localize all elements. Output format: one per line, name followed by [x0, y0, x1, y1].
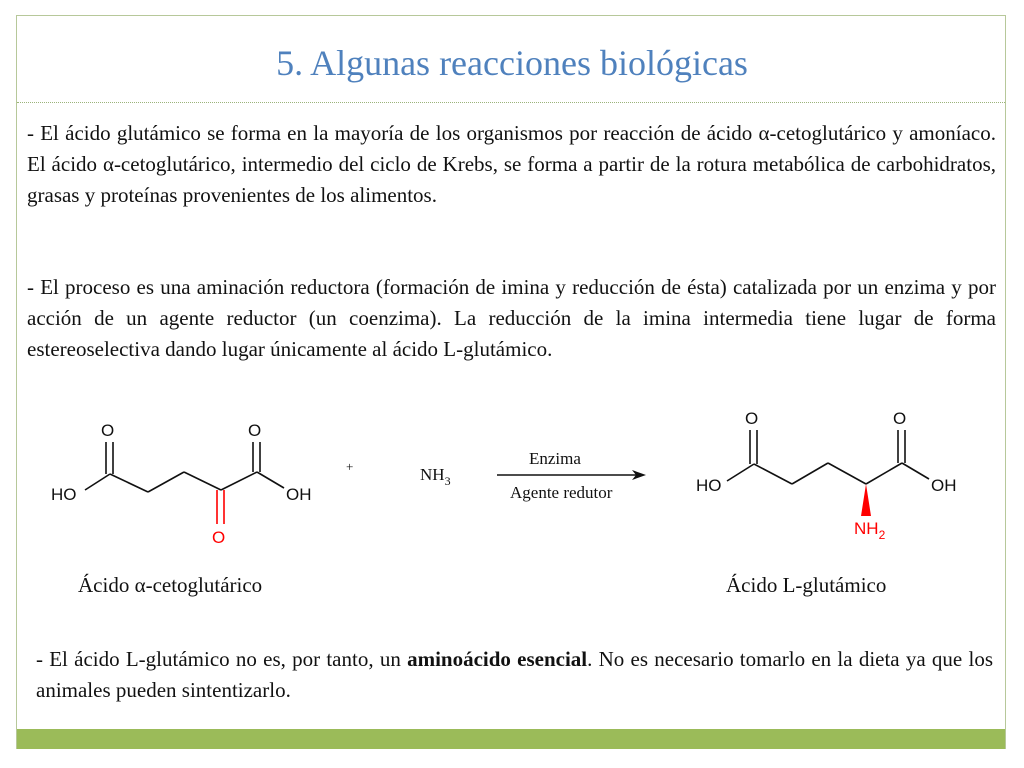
- atom-oxygen: O: [248, 421, 262, 440]
- plus-sign: +: [346, 459, 354, 474]
- amine-group: $NH_2$: [854, 519, 886, 542]
- paragraph-formation: - El ácido glutámico se forma en la mayoría de los organismos por reacción de ácido α-cetoglutárico y amoníaco. El ácido α-cetoglutárico, intermedio del ciclo de Krebs, se forma a partir de la rotura metabólica de carbohidratos, grasas y proteínas provenientes de los alimentos.: [27, 121, 996, 207]
- paragraph-text-end: . No es necesario tomarlo en la dieta ya que los animales pueden sintentizarlo.: [36, 647, 993, 702]
- slide-title: 5. Algunas reacciones biológicas: [276, 43, 748, 83]
- atom-hydroxyl-right: OH: [286, 485, 312, 504]
- l-glutamic-acid-structure: [727, 430, 929, 484]
- essential-amino-acid-term: aminoácido esencial: [407, 647, 588, 671]
- ammonia-formula: $NH_3$: [420, 465, 451, 488]
- stereo-wedge-bond: [861, 484, 871, 516]
- atom-hydroxyl-left: HO: [696, 476, 722, 495]
- atom-keto-oxygen: O: [212, 528, 226, 547]
- footer-bar: [17, 729, 1005, 749]
- atom-hydroxyl-right: OH: [931, 476, 957, 495]
- reaction-scheme: [0, 400, 1024, 560]
- atom-hydroxyl-left: HO: [51, 485, 77, 504]
- title-divider: [17, 102, 1005, 103]
- arrow-label-enzyme: Enzima: [529, 449, 581, 468]
- reaction-arrow: [497, 470, 646, 480]
- alpha-ketoglutaric-acid-structure: [85, 442, 284, 524]
- paragraph-essential-amino-acid: [36, 644, 993, 706]
- caption-alpha-ketoglutaric-acid: Ácido α-cetoglutárico: [78, 573, 263, 597]
- paragraph-reductive-amination: - El proceso es una aminación reductora (formación de imina y reducción de ésta) catalizada por un enzima y por acción de un agente reductor (un coenzima). La reducción de la imina intermedia tiene lugar de forma estereoselectiva dando lugar únicamente al ácido L-glutámico.: [27, 275, 996, 361]
- arrow-label-reducing-agent: Agente redutor: [510, 483, 613, 502]
- atom-oxygen: O: [893, 409, 907, 428]
- atom-oxygen: O: [745, 409, 759, 428]
- caption-l-glutamic-acid: Ácido L-glutámico: [726, 573, 887, 597]
- atom-oxygen: O: [101, 421, 115, 440]
- paragraph-text-start: - El ácido L-glutámico no es, por tanto, un: [36, 647, 408, 671]
